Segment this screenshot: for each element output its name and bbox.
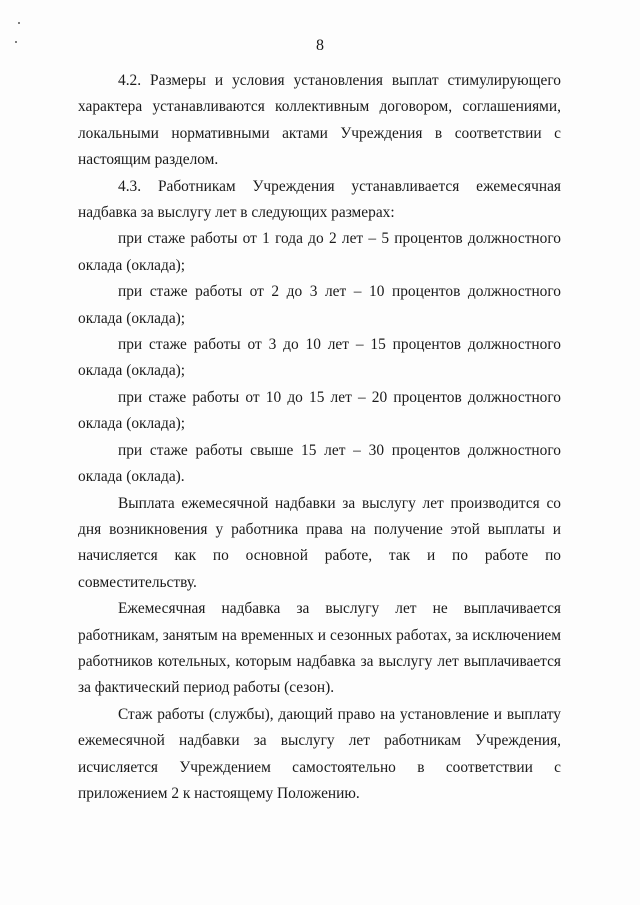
page-number: 8 — [316, 37, 324, 54]
paragraph-4-2: 4.2. Размеры и условия установления выплат стимулирующего характера устанавливаются коллективным договором, соглашениями, локальными нормативными актами Учреждения в соответствии с настоящим разделом. — [78, 72, 561, 169]
paragraph-seasonal-exclusion: Ежемесячная надбавка за выслугу лет не выплачивается работникам, занятым на временных и сезонных работах, за исключением работников котельных, которым надбавка за выслугу лет выплачивается за фактический период работы (сезон). — [78, 600, 561, 697]
seniority-item-1-2-years: при стаже работы от 1 года до 2 лет – 5 процентов должностного оклада (оклада); — [78, 230, 561, 274]
document-body — [78, 68, 561, 807]
seniority-item-10-15-years: при стаже работы от 10 до 15 лет – 20 процентов должностного оклада (оклада); — [78, 388, 561, 433]
seniority-item-3-10-years: при стаже работы от 3 до 10 лет – 15 процентов должностного оклада (оклада); — [78, 336, 561, 380]
seniority-item-2-3-years: при стаже работы от 2 до 3 лет – 10 процентов должностного оклада (оклада); — [78, 283, 561, 327]
paragraph-payment-start: Выплата ежемесячной надбавки за выслугу лет производится со дня возникновения у работника права на получение этой выплаты и начисляется как по основной работе, так и по работе по совместительству. — [78, 494, 561, 591]
seniority-item-over-15-years: при стаже работы свыше 15 лет – 30 процентов должностного оклада (оклада). — [78, 441, 561, 486]
paragraph-4-3: 4.3. Работникам Учреждения устанавливается ежемесячная надбавка за выслугу лет в следующих размерах: — [78, 177, 561, 222]
paragraph-service-length: Стаж работы (службы), дающий право на установление и выплату ежемесячной надбавки за выслугу лет работникам Учреждения, исчисляется Учреждением самостоятельно в соответствии с приложением 2 к настоящему Положению. — [78, 705, 561, 802]
scan-speck — [18, 22, 20, 24]
